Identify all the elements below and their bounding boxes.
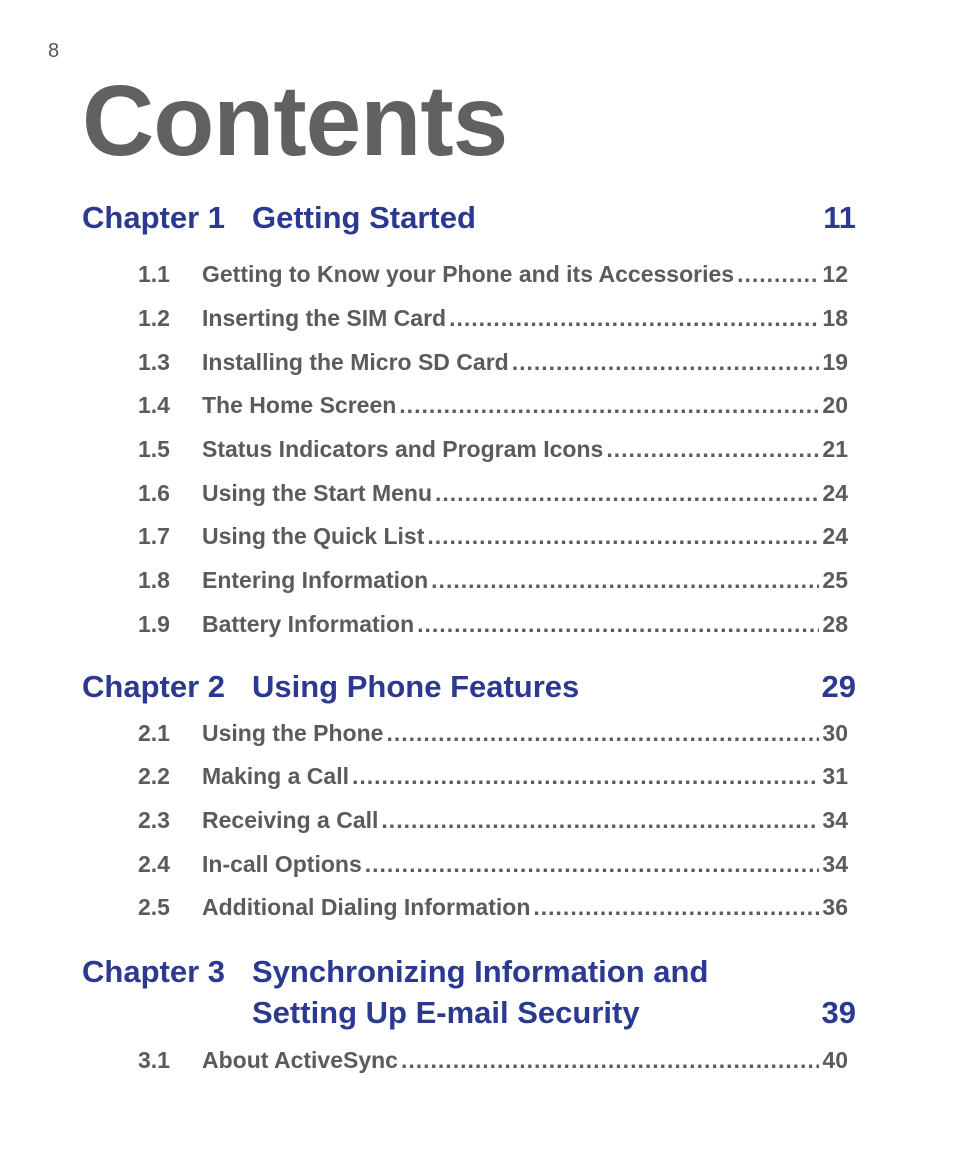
entry-number: 2.5 [138,894,170,920]
entry-label: Receiving a Call [202,807,379,833]
entry-page: 20 [822,392,848,418]
dot-leader [431,565,819,595]
dot-leader [427,521,819,551]
entry-label: About ActiveSync [202,1047,398,1073]
dot-leader [435,478,819,508]
entry-number: 1.4 [138,392,170,418]
entry-label: Battery Information [202,611,415,637]
entry-page: 12 [822,261,848,287]
entry-number: 1.8 [138,567,170,593]
entry-number: 1.2 [138,305,170,331]
dot-leader [386,718,819,748]
entry-label: Additional Dialing Information [202,894,531,920]
dot-leader [352,761,819,791]
toc-entry-1-2[interactable] [138,303,848,333]
entry-label: Getting to Know your Phone and its Accessories [202,261,735,287]
toc-entry-1-5[interactable] [138,434,848,464]
toc-entry-2-1[interactable] [138,718,848,748]
toc-entry-1-7[interactable] [138,521,848,551]
chapter-label: Chapter 3 [82,954,225,989]
chapter-label: Chapter 1 [82,200,225,235]
entry-page: 24 [822,480,848,506]
chapter-heading-2[interactable] [82,666,856,707]
dot-leader [606,434,819,464]
entry-number: 1.5 [138,436,170,462]
entry-page: 31 [822,763,848,789]
entry-page: 18 [822,305,848,331]
toc-entry-1-3[interactable] [138,347,848,377]
dot-leader [381,805,819,835]
toc-entry-1-1[interactable] [138,259,848,289]
chapter-title [252,951,812,1033]
chapter-title: Getting Started [252,200,476,235]
entry-label: Inserting the SIM Card [202,305,447,331]
entry-label: Using the Quick List [202,523,425,549]
entry-page: 21 [822,436,848,462]
entry-page: 36 [822,894,848,920]
entry-number: 2.3 [138,807,170,833]
toc-entry-1-9[interactable] [138,609,848,639]
entry-number: 1.9 [138,611,170,637]
entry-page: 40 [822,1047,848,1073]
entry-page: 30 [822,720,848,746]
dot-leader [449,303,819,333]
dot-leader [512,347,820,377]
entry-page: 24 [822,523,848,549]
toc-entry-1-8[interactable] [138,565,848,595]
toc-entry-2-4[interactable] [138,849,848,879]
chapter-page: 39 [821,995,856,1030]
entry-label: Using the Start Menu [202,480,433,506]
entry-label: Making a Call [202,763,349,789]
entry-label: In-call Options [202,851,362,877]
entry-number: 1.7 [138,523,170,549]
dot-leader [399,390,819,420]
dot-leader [365,849,820,879]
page-title: Contents [82,65,508,177]
entry-label: Status Indicators and Program Icons [202,436,604,462]
entry-number: 1.3 [138,349,170,375]
chapter-title-line-2: Setting Up E-mail Security [252,995,640,1030]
toc-entry-2-2[interactable] [138,761,848,791]
chapter-heading-1[interactable] [82,197,856,238]
entry-number: 2.4 [138,851,170,877]
entry-label: The Home Screen [202,392,397,418]
toc-entry-2-5[interactable] [138,892,848,922]
entry-page: 28 [822,611,848,637]
dot-leader [417,609,819,639]
entry-number: 2.1 [138,720,170,746]
chapter-title: Using Phone Features [252,669,580,704]
page-number: 8 [48,40,60,62]
entry-page: 25 [822,567,848,593]
chapter-title-line-1: Synchronizing Information and [252,954,709,989]
entry-number: 1.6 [138,480,170,506]
toc-entry-1-6[interactable] [138,478,848,508]
entry-label: Installing the Micro SD Card [202,349,509,375]
chapter-label: Chapter 2 [82,669,225,704]
dot-leader [401,1045,819,1075]
chapter-heading-3[interactable] [82,951,856,1033]
chapter-page: 11 [823,200,856,235]
entry-number: 3.1 [138,1047,170,1073]
dot-leader [737,259,819,289]
entry-page: 34 [822,807,848,833]
chapter-page: 29 [821,669,856,704]
entry-page: 19 [822,349,848,375]
toc-entry-2-3[interactable] [138,805,848,835]
entry-label: Entering Information [202,567,429,593]
entry-number: 1.1 [138,261,170,287]
toc-entry-3-1[interactable] [138,1045,848,1075]
entry-page: 34 [822,851,848,877]
entry-number: 2.2 [138,763,170,789]
toc-entry-1-4[interactable] [138,390,848,420]
entry-label: Using the Phone [202,720,384,746]
dot-leader [533,892,819,922]
